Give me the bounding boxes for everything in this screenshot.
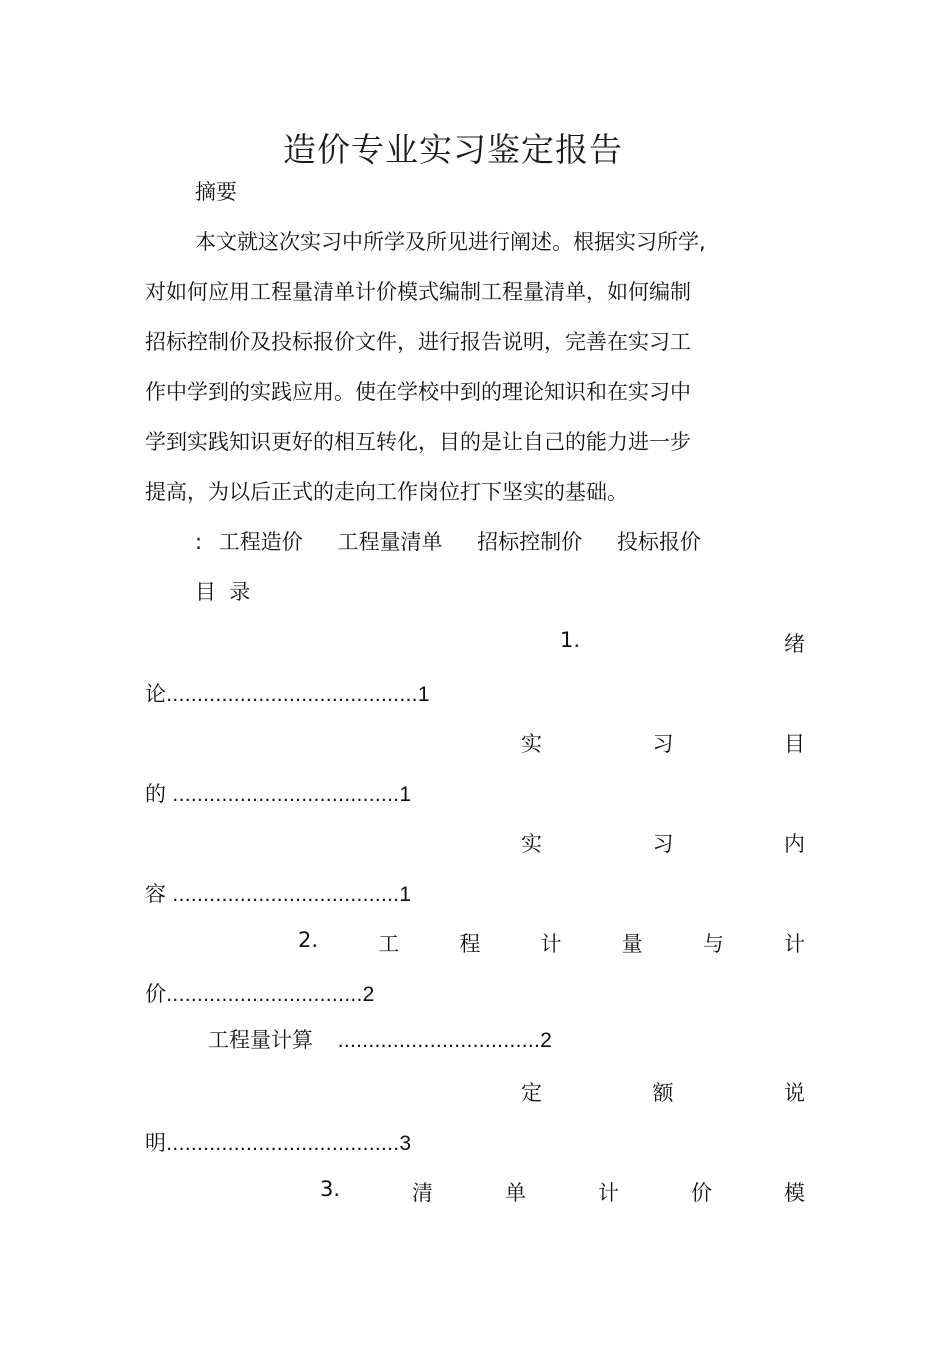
toc-token: 额: [652, 1081, 674, 1105]
toc-entry-7-line1: [320, 1177, 805, 1207]
abstract-heading: 摘要: [195, 180, 237, 204]
toc-token: 内: [784, 832, 805, 856]
keyword: 招标控制价: [477, 530, 583, 554]
toc-token: 清: [412, 1181, 434, 1205]
abstract-line: 招标控制价及投标报价文件，进行报告说明，完善在实习工: [145, 330, 691, 354]
toc-entry-6-line1: [521, 1077, 805, 1107]
toc-entry-4-line1: [298, 928, 805, 958]
abstract-line: 作中学到的实践应用。使在学校中到的理论知识和在实习中: [145, 380, 691, 404]
toc-dots: .................................2: [337, 1029, 553, 1052]
toc-token: 目: [784, 732, 805, 756]
toc-token: 计: [540, 932, 562, 956]
toc-label: 工程量计算: [208, 1028, 313, 1052]
abstract-line: 本文就这次实习中所学及所见进行阐述。根据实习所学,: [195, 230, 706, 254]
toc-entry-5[interactable]: [208, 1015, 552, 1066]
toc-token: 习: [652, 832, 674, 856]
keyword: 投标报价: [616, 530, 701, 554]
toc-token: 定: [521, 1081, 542, 1105]
toc-token: 实: [521, 832, 542, 856]
keyword: 工程量清单: [337, 530, 443, 554]
abstract-line: 学到实践知识更好的相互转化，目的是让自己的能力进一步: [145, 430, 691, 454]
toc-token: 说: [784, 1081, 805, 1105]
toc-entry-3-line2[interactable]: 容 .....................................1: [145, 883, 412, 906]
keyword: 工程造价: [218, 530, 303, 554]
toc-entry-3-line1: [521, 828, 805, 858]
toc-entry-6-line2[interactable]: 明......................................3: [145, 1132, 412, 1155]
toc-entry-1-line2[interactable]: 论.........................................1: [145, 683, 430, 706]
toc-token: 量: [621, 932, 643, 956]
toc-token: 1.: [560, 628, 581, 652]
toc-token: 实: [521, 732, 542, 756]
toc-heading: 目 录: [195, 580, 251, 604]
abstract-line: 对如何应用工程量清单计价模式编制工程量清单，如何编制: [145, 280, 691, 304]
page-title: 造价专业实习鉴定报告: [283, 130, 623, 169]
keywords-prefix: :: [195, 530, 203, 554]
toc-token: 3.: [320, 1177, 341, 1201]
toc-entry-2-line1: [521, 728, 805, 758]
toc-entry-1-line1: [560, 628, 805, 658]
toc-token: 模: [783, 1181, 805, 1205]
toc-token: 计: [598, 1181, 619, 1205]
keywords-line: [195, 517, 701, 567]
toc-token: 价: [690, 1181, 712, 1205]
toc-token: 绪: [784, 632, 805, 656]
toc-token: 与: [702, 932, 724, 956]
toc-entry-2-line2[interactable]: 的 .....................................1: [145, 783, 412, 806]
toc-token: 习: [652, 732, 674, 756]
toc-token: 单: [505, 1181, 527, 1205]
abstract-line: 提高，为以后正式的走向工作岗位打下坚实的基础。: [145, 480, 628, 504]
toc-entry-4-line2[interactable]: 价................................2: [145, 983, 375, 1006]
toc-token: 程: [459, 932, 481, 956]
toc-token: 2.: [298, 928, 319, 952]
toc-token: 计: [783, 932, 805, 956]
toc-token: 工: [378, 932, 400, 956]
